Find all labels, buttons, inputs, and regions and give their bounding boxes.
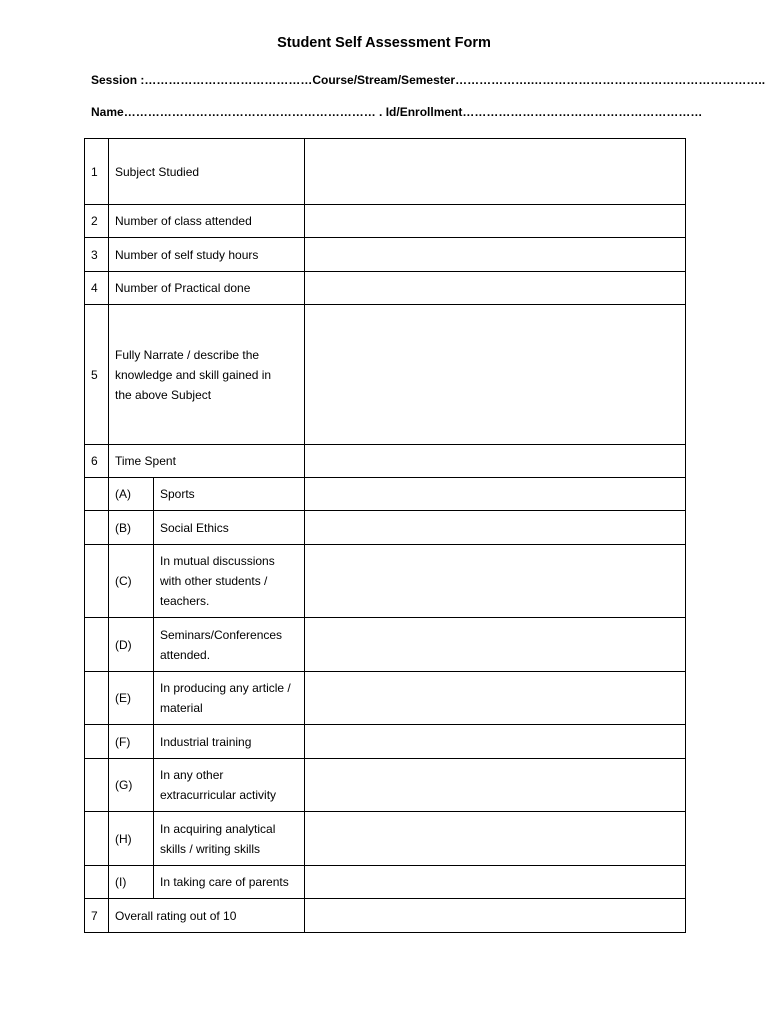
sub-item-label: Seminars/Conferences attended. — [154, 618, 305, 672]
answer-cell-industrial-training[interactable] — [305, 725, 686, 759]
answer-cell-self-study-hours[interactable] — [305, 238, 686, 272]
name-label: Name — [91, 105, 124, 119]
spacer-cell — [85, 618, 109, 672]
row-label-overall-rating: Overall rating out of 10 — [109, 899, 305, 933]
row-number: 6 — [85, 445, 109, 478]
sub-item-label: Sports — [154, 478, 305, 511]
answer-cell-mutual-discussions[interactable] — [305, 545, 686, 618]
row-number: 2 — [85, 205, 109, 238]
spacer-cell — [85, 725, 109, 759]
table-row — [85, 672, 686, 725]
form-title: Student Self Assessment Form — [277, 35, 491, 51]
spacer-cell — [85, 511, 109, 545]
table-row — [85, 511, 686, 545]
answer-cell-extracurricular[interactable] — [305, 759, 686, 812]
table-row — [85, 305, 686, 445]
answer-cell-practicals-done[interactable] — [305, 272, 686, 305]
course-field[interactable]: ……………….………………………………………………….. — [455, 73, 766, 87]
table-row — [85, 899, 686, 933]
row-label-time-spent: Time Spent — [109, 445, 305, 478]
table-row — [85, 445, 686, 478]
session-field[interactable]: …………………………………… — [144, 73, 313, 87]
row-label-classes-attended: Number of class attended — [109, 205, 305, 238]
row-label-knowledge-skill: Fully Narrate / describe the knowledge and skill gained in the above Subject — [109, 305, 305, 445]
row-number: 3 — [85, 238, 109, 272]
sub-item-code: (F) — [109, 725, 154, 759]
table-row — [85, 725, 686, 759]
name-field[interactable]: ……………………………………………………… . — [123, 105, 383, 119]
assessment-table — [84, 138, 686, 933]
answer-cell-social-ethics[interactable] — [305, 511, 686, 545]
table-row — [85, 238, 686, 272]
sub-item-label: In any other extracurricular activity — [154, 759, 305, 812]
sub-item-label: In acquiring analytical skills / writing skills — [154, 812, 305, 866]
sub-item-label: Social Ethics — [154, 511, 305, 545]
session-course-line — [91, 73, 765, 87]
sub-item-label: Industrial training — [154, 725, 305, 759]
row-label-practicals-done: Number of Practical done — [109, 272, 305, 305]
answer-cell-sports[interactable] — [305, 478, 686, 511]
answer-cell-analytical-skills[interactable] — [305, 812, 686, 866]
spacer-cell — [85, 478, 109, 511]
table-row — [85, 139, 686, 205]
sub-item-code: (C) — [109, 545, 154, 618]
spacer-cell — [85, 545, 109, 618]
answer-cell-seminars[interactable] — [305, 618, 686, 672]
row-label-subject-studied: Subject Studied — [109, 139, 305, 205]
sub-item-label: In mutual discussions with other students / teachers. — [154, 545, 305, 618]
table-row — [85, 618, 686, 672]
table-row — [85, 205, 686, 238]
row-label-self-study-hours: Number of self study hours — [109, 238, 305, 272]
sub-item-label: In producing any article / material — [154, 672, 305, 725]
answer-cell-knowledge-skill[interactable] — [305, 305, 686, 445]
id-field[interactable]: …………………………………………………… — [462, 105, 703, 119]
sub-item-code: (G) — [109, 759, 154, 812]
course-label: Course/Stream/Semester — [312, 73, 456, 87]
table-row — [85, 272, 686, 305]
spacer-cell — [85, 759, 109, 812]
sub-item-code: (H) — [109, 812, 154, 866]
table-row — [85, 478, 686, 511]
answer-cell-time-spent[interactable] — [305, 445, 686, 478]
sub-item-code: (B) — [109, 511, 154, 545]
row-number: 1 — [85, 139, 109, 205]
name-id-line — [91, 105, 702, 119]
sub-item-code: (I) — [109, 866, 154, 899]
row-number: 4 — [85, 272, 109, 305]
answer-cell-subject-studied[interactable] — [305, 139, 686, 205]
sub-item-code: (D) — [109, 618, 154, 672]
answer-cell-overall-rating[interactable] — [305, 899, 686, 933]
answer-cell-article[interactable] — [305, 672, 686, 725]
session-label: Session : — [91, 73, 145, 87]
table-row — [85, 812, 686, 866]
answer-cell-classes-attended[interactable] — [305, 205, 686, 238]
row-number: 7 — [85, 899, 109, 933]
sub-item-code: (E) — [109, 672, 154, 725]
spacer-cell — [85, 812, 109, 866]
sub-item-code: (A) — [109, 478, 154, 511]
table-row — [85, 759, 686, 812]
id-label: Id/Enrollment — [385, 105, 463, 119]
answer-cell-care-of-parents[interactable] — [305, 866, 686, 899]
table-row — [85, 545, 686, 618]
spacer-cell — [85, 866, 109, 899]
spacer-cell — [85, 672, 109, 725]
row-number: 5 — [85, 305, 109, 445]
sub-item-label: In taking care of parents — [154, 866, 305, 899]
table-row — [85, 866, 686, 899]
